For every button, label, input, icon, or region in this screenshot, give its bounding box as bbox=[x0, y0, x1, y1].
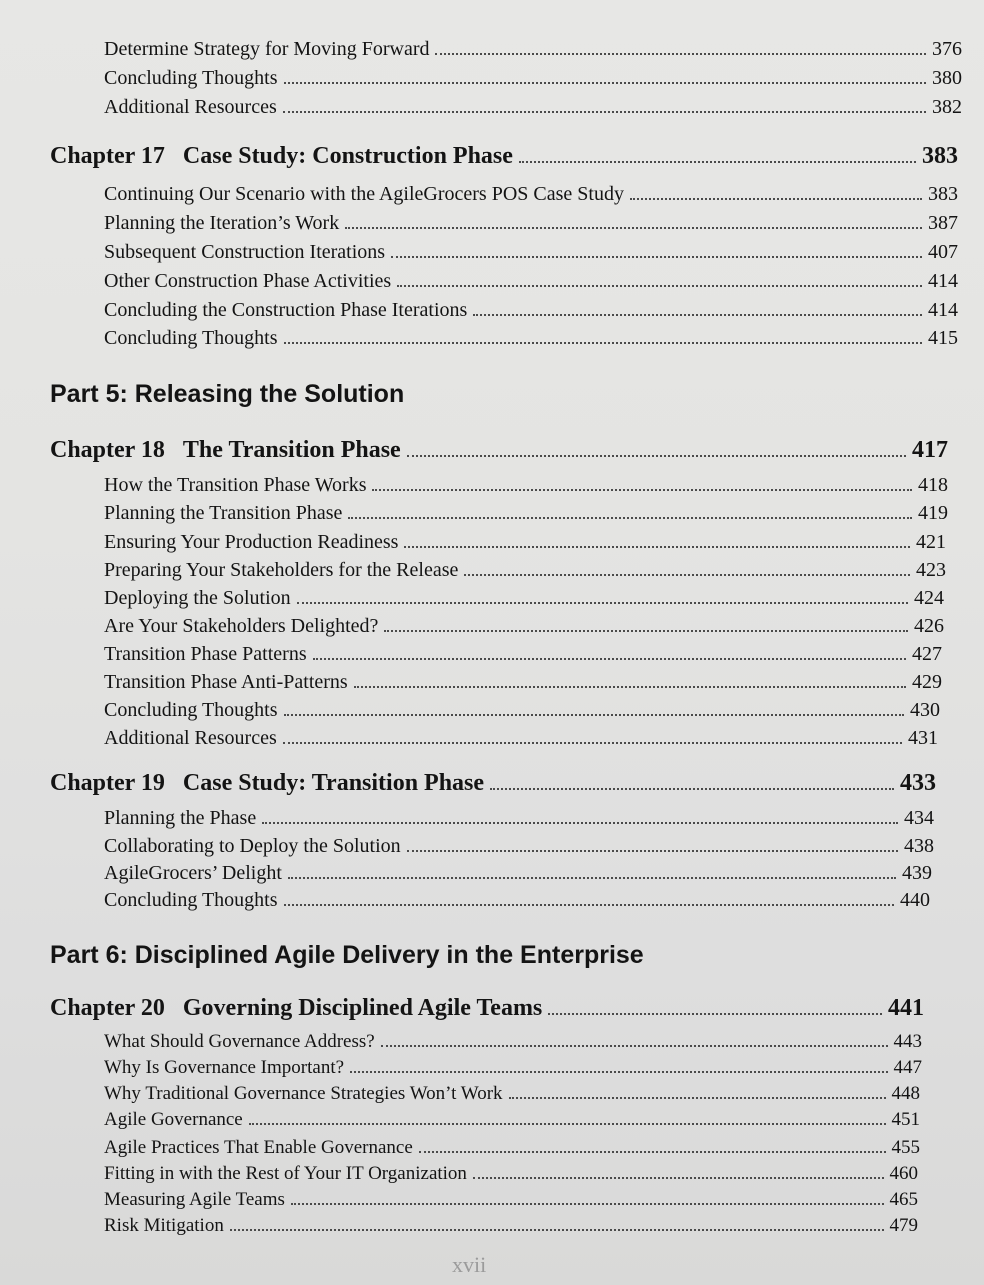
dot-leader bbox=[283, 111, 926, 113]
toc-entry[interactable]: Transition Phase Anti-Patterns 429 bbox=[104, 671, 942, 693]
chapter-18-heading[interactable]: Chapter 18 The Transition Phase 417 bbox=[50, 437, 948, 463]
dot-leader bbox=[262, 822, 898, 824]
dot-leader bbox=[407, 850, 898, 852]
dot-leader bbox=[548, 1013, 882, 1015]
chapter-20-heading[interactable]: Chapter 20 Governing Disciplined Agile Teams 441 bbox=[50, 995, 924, 1021]
dot-leader bbox=[630, 198, 922, 200]
part-5-heading[interactable]: Part 5: Releasing the Solution bbox=[50, 380, 405, 408]
part-6-heading[interactable]: Part 6: Disciplined Agile Delivery in the Enterprise bbox=[50, 941, 644, 969]
toc-entry[interactable]: Deploying the Solution 424 bbox=[104, 587, 944, 609]
page-folio: xvii bbox=[452, 1252, 487, 1277]
toc-entry[interactable]: How the Transition Phase Works 418 bbox=[104, 474, 948, 496]
toc-entry[interactable]: Fitting in with the Rest of Your IT Organization 460 bbox=[104, 1163, 918, 1184]
toc-entry[interactable]: Concluding the Construction Phase Iterations 414 bbox=[104, 299, 958, 321]
dot-leader bbox=[407, 455, 906, 457]
dot-leader bbox=[249, 1123, 886, 1125]
dot-leader bbox=[473, 1177, 884, 1179]
dot-leader bbox=[354, 686, 906, 688]
dot-leader bbox=[313, 658, 906, 660]
chapter-19-heading[interactable]: Chapter 19 Case Study: Transition Phase 433 bbox=[50, 770, 936, 796]
dot-leader bbox=[348, 517, 912, 519]
dot-leader bbox=[372, 489, 912, 491]
chapter-17-heading[interactable]: Chapter 17 Case Study: Construction Phase 383 bbox=[50, 143, 958, 169]
dot-leader bbox=[384, 630, 908, 632]
toc-entry[interactable]: Risk Mitigation 479 bbox=[104, 1215, 918, 1236]
dot-leader bbox=[230, 1229, 884, 1231]
dot-leader bbox=[404, 546, 910, 548]
toc-entry[interactable]: Why Traditional Governance Strategies Won’t Work 448 bbox=[104, 1083, 920, 1104]
dot-leader bbox=[397, 285, 922, 287]
toc-entry[interactable]: Agile Governance 451 bbox=[104, 1109, 920, 1130]
dot-leader bbox=[391, 256, 922, 258]
toc-entry[interactable]: Why Is Governance Important? 447 bbox=[104, 1057, 922, 1078]
dot-leader bbox=[288, 877, 896, 879]
toc-entry[interactable]: Are Your Stakeholders Delighted? 426 bbox=[104, 615, 944, 637]
toc-entry[interactable]: Subsequent Construction Iterations 407 bbox=[104, 241, 958, 263]
dot-leader bbox=[519, 161, 916, 163]
toc-entry[interactable]: Preparing Your Stakeholders for the Release 423 bbox=[104, 559, 946, 581]
dot-leader bbox=[284, 714, 904, 716]
toc-entry[interactable]: What Should Governance Address? 443 bbox=[104, 1031, 922, 1052]
dot-leader bbox=[473, 314, 922, 316]
toc-entry[interactable]: Concluding Thoughts 430 bbox=[104, 699, 940, 721]
dot-leader bbox=[509, 1097, 886, 1099]
toc-entry[interactable]: Concluding Thoughts 415 bbox=[104, 327, 958, 349]
toc-entry[interactable]: Planning the Phase 434 bbox=[104, 807, 934, 829]
dot-leader bbox=[419, 1151, 886, 1153]
dot-leader bbox=[291, 1203, 884, 1205]
toc-entry[interactable]: Continuing Our Scenario with the AgileGrocers POS Case Study 383 bbox=[104, 183, 958, 205]
dot-leader bbox=[464, 574, 910, 576]
dot-leader bbox=[490, 788, 894, 790]
dot-leader bbox=[284, 82, 926, 84]
toc-entry[interactable]: Additional Resources 382 bbox=[104, 96, 962, 118]
dot-leader bbox=[345, 227, 922, 229]
dot-leader bbox=[283, 742, 902, 744]
dot-leader bbox=[435, 53, 926, 55]
dot-leader bbox=[284, 342, 922, 344]
toc-entry[interactable]: Ensuring Your Production Readiness 421 bbox=[104, 531, 946, 553]
dot-leader bbox=[297, 602, 908, 604]
toc-entry[interactable]: Agile Practices That Enable Governance 455 bbox=[104, 1137, 920, 1158]
toc-entry[interactable]: Determine Strategy for Moving Forward 376 bbox=[104, 38, 962, 60]
dot-leader bbox=[381, 1045, 888, 1047]
toc-entry[interactable]: Planning the Transition Phase 419 bbox=[104, 502, 948, 524]
toc-entry[interactable]: Additional Resources 431 bbox=[104, 727, 938, 749]
toc-entry[interactable]: Other Construction Phase Activities 414 bbox=[104, 270, 958, 292]
dot-leader bbox=[350, 1071, 887, 1073]
toc-entry[interactable]: Concluding Thoughts 380 bbox=[104, 67, 962, 89]
toc-entry[interactable]: Measuring Agile Teams 465 bbox=[104, 1189, 918, 1210]
toc-entry[interactable]: Planning the Iteration’s Work 387 bbox=[104, 212, 958, 234]
toc-entry[interactable]: Transition Phase Patterns 427 bbox=[104, 643, 942, 665]
toc-entry[interactable]: Collaborating to Deploy the Solution 438 bbox=[104, 835, 934, 857]
toc-entry[interactable]: Concluding Thoughts 440 bbox=[104, 889, 930, 911]
toc-entry[interactable]: AgileGrocers’ Delight 439 bbox=[104, 862, 932, 884]
dot-leader bbox=[284, 904, 894, 906]
